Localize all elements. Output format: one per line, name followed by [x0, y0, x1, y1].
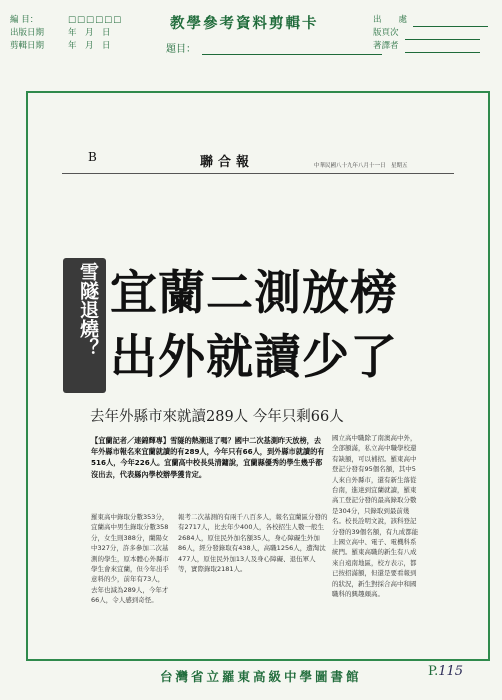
- author-field: [373, 40, 488, 53]
- subheadline: 去年外縣市來就讀289人 今年只剩66人: [90, 409, 344, 425]
- subject-line: [202, 44, 382, 55]
- catalog-field: [10, 14, 122, 27]
- newspaper-date: 中華民國八十九年八月十一日 星期五: [314, 163, 408, 169]
- publish-date-value: 年 月 日: [68, 28, 111, 38]
- masthead-rule: [62, 173, 454, 174]
- page-prefix: P.: [428, 664, 439, 679]
- source-field: [373, 14, 488, 27]
- clip-date-field: [10, 40, 122, 53]
- article-lead: 【宜蘭記者／連錦輝專】雪隧的熱潮退了嗎？國中二次基測昨天放榜，去年外縣市報名來宜蘭就讀的有289人，今年只有66人，到外縣市就讀的有516人，今年226人。宜蘭高中校長吳清鏞說，宜蘭縣優秀的學生幾乎都沒出去，代表縣內學校辦學獲肯定。: [91, 436, 325, 479]
- subject-field: [166, 40, 382, 55]
- article-column-2: 報考二次基測的有兩千八百多人，報名宜蘭區分發的有2717人，比去年少400人，各校招生人數一般生2684人，原住民外加名額35人，身心障礙生外加86人，經分發錄取有438人，高職1256人，遭淘汰477人，原住民外加13人及身心障礙、退伍軍人等，實際錄取2181人。: [178, 513, 328, 574]
- publish-date-field: [10, 27, 122, 40]
- form-right-fields: [373, 14, 488, 53]
- page-number: [428, 664, 463, 679]
- catalog-boxes: □□□□□□: [68, 15, 123, 25]
- headline-line-2: 出外就讀少了: [110, 330, 398, 385]
- publish-date-label: 出版日期: [10, 28, 45, 38]
- form-title: 教學參考資料剪輯卡: [170, 16, 319, 32]
- page-number-value: 115: [438, 664, 464, 679]
- page-label: 版頁次: [373, 28, 399, 38]
- source-line: [413, 17, 488, 27]
- catalog-label: 編 目：: [10, 15, 39, 25]
- page-line: [405, 30, 480, 40]
- author-line: [405, 43, 480, 53]
- form-left-fields: [10, 14, 122, 53]
- side-label: 雪隧退燒？: [77, 262, 99, 357]
- author-label: 著譯者: [373, 41, 399, 51]
- page-field: [373, 27, 488, 40]
- clip-date-value: 年 月 日: [68, 41, 111, 51]
- article-column-3: 國立高中職除了南澳高中外，全部額滿，私立高中職學校還有缺額，可以補招。羅東高中登記分發有95個名額，其中5人來自外縣市，還有新生落從台南，進達到宜蘭就讀，羅東高工登記分發的最高錄取分數是304分，只錄取到最前幾名。校長詮明文說，該科登記分發的39個名額，有九成都能上國立高中、電子、電機科系統門。羅東高職的新生有八成來自遠南地區，校方表示，都已按招滿額，但還是要看報到的狀況，新生對採合高中和國職科的興趣頗高。: [332, 434, 419, 599]
- library-footer: 台灣省立羅東高級中學圖書館: [160, 669, 362, 684]
- headline-line-1: 宜蘭二測放榜: [110, 266, 398, 321]
- article-column-1: 羅東高中錄取分數353分，宜蘭高中男生錄取分數358分，女生則388分，蘭陽女中327分，許多參加二次基測的學生，原本體心外縣市學生會來宜蘭，但今年出乎意料的少，前年有73人，去年也減為289人，今年才66人，令人感到奇怪。: [91, 513, 169, 605]
- source-label: 出 處: [373, 15, 408, 25]
- clip-date-label: 剪輯日期: [10, 41, 45, 51]
- page-letter: B: [88, 150, 97, 164]
- subject-label: 題目：: [166, 44, 196, 55]
- newspaper-masthead: 聯合報: [200, 155, 255, 170]
